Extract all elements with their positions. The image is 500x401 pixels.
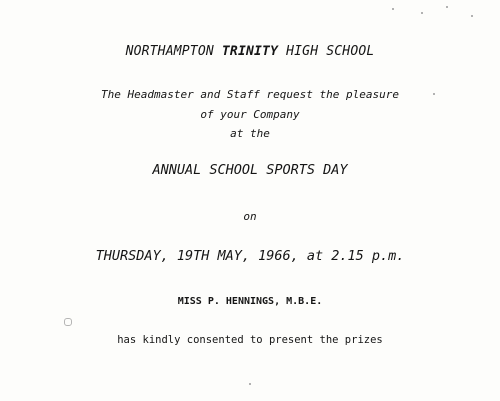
paper-mark bbox=[64, 318, 72, 326]
school-name-bold: TRINITY bbox=[221, 44, 279, 59]
request-line-1: The Headmaster and Staff request the pleasure bbox=[100, 88, 399, 101]
presenter-name: MISS P. HENNINGS, M.B.E. bbox=[177, 296, 323, 307]
school-name-prefix: NORTHAMPTON bbox=[125, 44, 222, 59]
event-date-time: THURSDAY, 19TH MAY, 1966, at 2.15 p.m. bbox=[95, 248, 405, 264]
school-name-suffix: HIGH SCHOOL bbox=[278, 44, 375, 59]
paper-speck bbox=[392, 8, 394, 10]
event-title: ANNUAL SCHOOL SPORTS DAY bbox=[152, 162, 348, 178]
request-line-2: of your Company bbox=[200, 108, 300, 121]
paper-speck bbox=[249, 383, 251, 385]
request-line-3: at the bbox=[230, 127, 270, 140]
paper-speck bbox=[471, 15, 473, 17]
presenting-note: has kindly consented to present the prizes bbox=[117, 334, 383, 346]
paper-speck bbox=[421, 12, 423, 14]
paper-speck bbox=[433, 93, 435, 95]
connector-text: on bbox=[243, 210, 257, 223]
paper-speck bbox=[446, 6, 448, 8]
school-name bbox=[0, 44, 500, 59]
